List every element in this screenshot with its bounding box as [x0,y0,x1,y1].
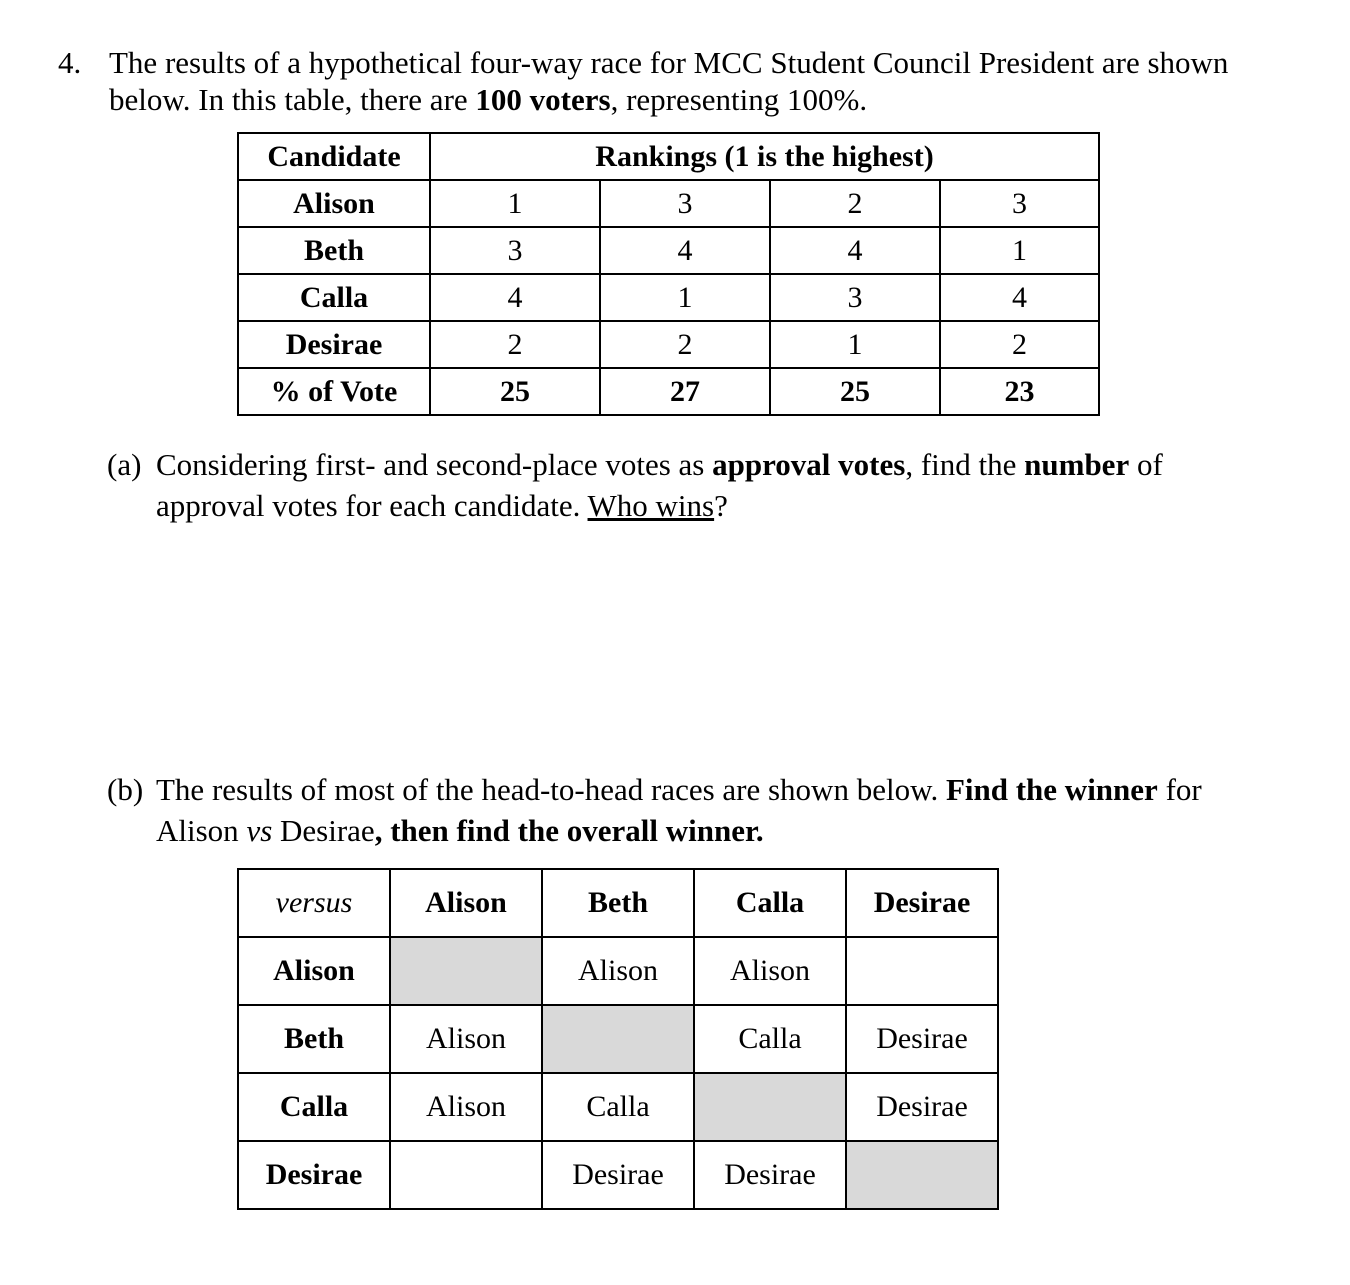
rank-cell: 4 [430,274,600,321]
question-text [109,44,1299,118]
h2h-cell: Alison [542,937,694,1005]
ranking-header-row [238,133,1099,180]
ranking-table [237,132,1100,416]
h2h-cell: Calla [542,1073,694,1141]
head-to-head-table [237,868,999,1210]
vote-percent-label: % of Vote [238,368,430,415]
rank-cell: 2 [770,180,940,227]
h2h-column-header: Calla [694,869,846,937]
h2h-row-header: Desirae [238,1141,390,1209]
h2h-row [238,1073,998,1141]
h2h-cell: Desirae [694,1141,846,1209]
h2h-column-header: Alison [390,869,542,937]
h2h-cell: Alison [390,1073,542,1141]
vote-percent-cell: 25 [770,368,940,415]
ranking-row [238,321,1099,368]
part-a-label: (a) [107,447,142,482]
h2h-cell: Alison [390,1005,542,1073]
rank-cell: 1 [940,227,1099,274]
rank-cell: 4 [940,274,1099,321]
candidate-name: Beth [238,227,430,274]
ranking-row [238,227,1099,274]
h2h-column-header: Desirae [846,869,998,937]
candidate-name: Alison [238,180,430,227]
h2h-row [238,1005,998,1073]
question-line-1: The results of a hypothetical four-way race for MCC Student Council President are shown [109,45,1229,80]
vote-percent-cell: 23 [940,368,1099,415]
part-b-line-1: The results of most of the head-to-head races are shown below. Find the winner for [156,772,1202,807]
voter-count: 100 voters [475,82,611,117]
vote-percent-row [238,368,1099,415]
h2h-cell: Desirae [542,1141,694,1209]
h2h-cell: Desirae [846,1005,998,1073]
h2h-row-header: Alison [238,937,390,1005]
h2h-cell: Alison [694,937,846,1005]
part-b-label: (b) [107,772,144,807]
rank-cell: 3 [770,274,940,321]
rank-cell: 2 [940,321,1099,368]
ranking-row [238,274,1099,321]
candidate-name: Desirae [238,321,430,368]
part-a-line-1: Considering first- and second-place votes as approval votes, find the number of [156,447,1163,482]
rank-cell: 3 [940,180,1099,227]
h2h-shaded-cell [390,937,542,1005]
h2h-cell-empty [846,937,998,1005]
h2h-row [238,937,998,1005]
h2h-cell-empty [390,1141,542,1209]
rank-cell: 4 [600,227,770,274]
h2h-shaded-cell [846,1141,998,1209]
candidate-name: Calla [238,274,430,321]
rank-cell: 2 [430,321,600,368]
h2h-header-row [238,869,998,937]
h2h-row [238,1141,998,1209]
rank-cell: 1 [770,321,940,368]
vote-percent-cell: 27 [600,368,770,415]
ranking-row [238,180,1099,227]
rank-cell: 1 [430,180,600,227]
part-a-line-2: approval votes for each candidate. Who wins? [156,488,728,523]
h2h-shaded-cell [694,1073,846,1141]
vote-percent-cell: 25 [430,368,600,415]
rank-cell: 4 [770,227,940,274]
versus-corner: versus [238,869,390,937]
h2h-row-header: Beth [238,1005,390,1073]
rank-cell: 3 [430,227,600,274]
rank-cell: 3 [600,180,770,227]
question-number: 4. [58,45,82,80]
rankings-header: Rankings (1 is the highest) [430,133,1099,180]
h2h-cell: Calla [694,1005,846,1073]
h2h-column-header: Beth [542,869,694,937]
question-line-2: below. In this table, there are 100 voters, representing 100%. [109,82,868,117]
candidate-header: Candidate [238,133,430,180]
h2h-cell: Desirae [846,1073,998,1141]
rank-cell: 2 [600,321,770,368]
rank-cell: 1 [600,274,770,321]
h2h-row-header: Calla [238,1073,390,1141]
h2h-shaded-cell [542,1005,694,1073]
part-b-line-2: Alison vs Desirae, then find the overall winner. [156,813,764,848]
